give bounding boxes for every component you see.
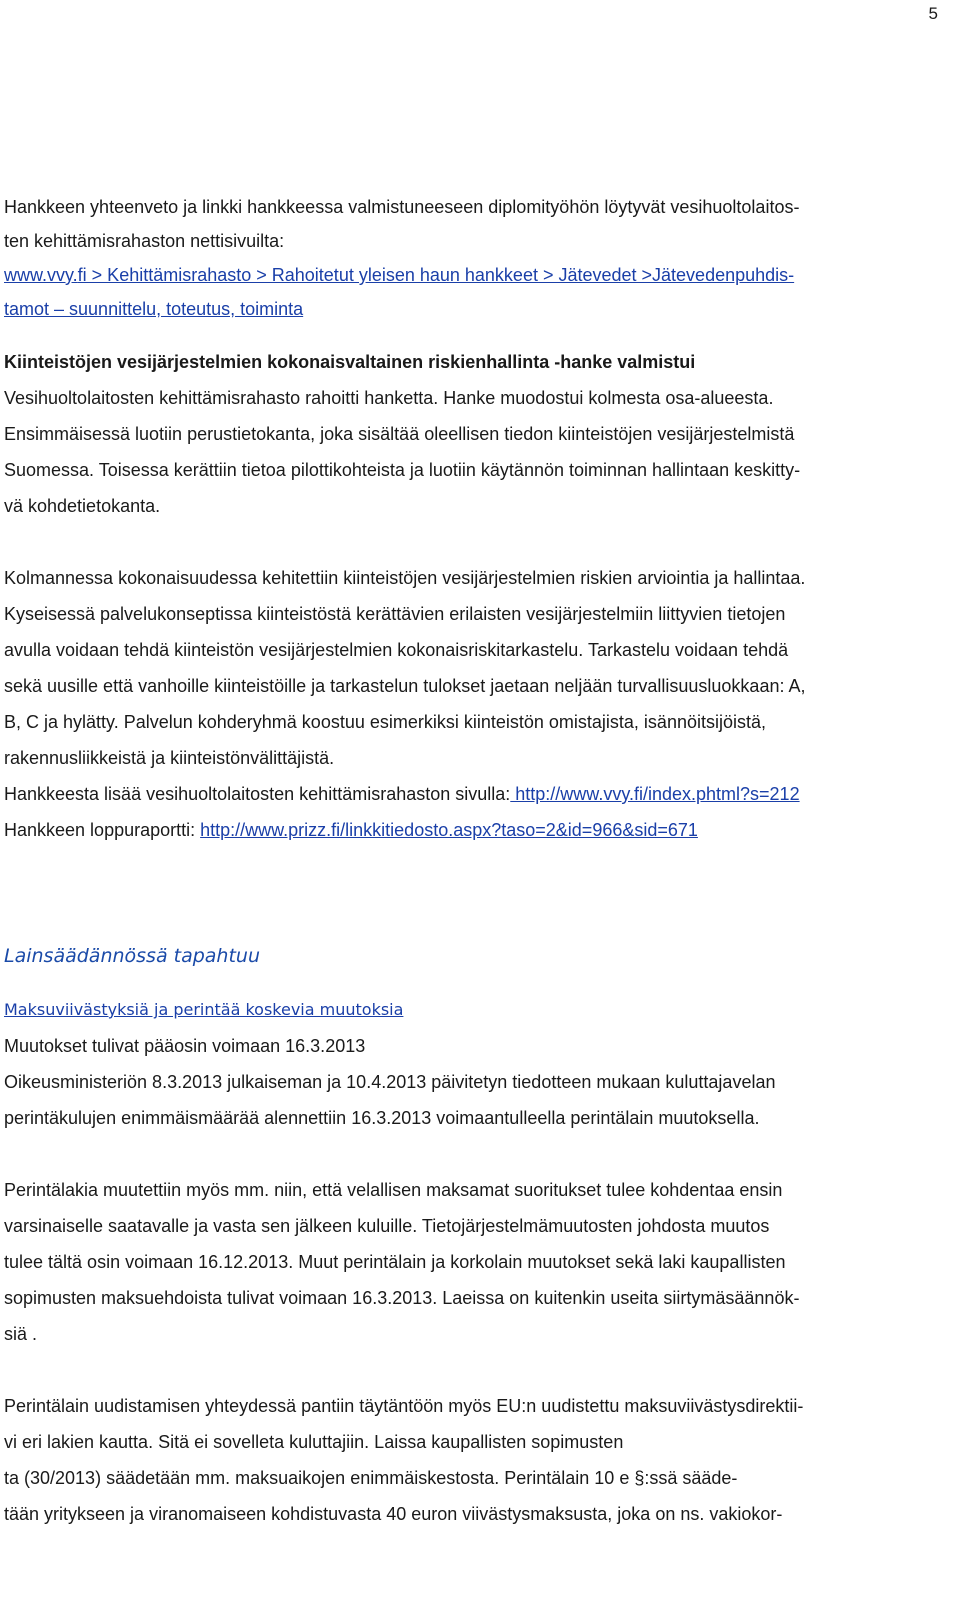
spacer [4, 1136, 936, 1172]
project-more-link[interactable]: http://www.vvy.fi/index.phtml?s=212 [510, 784, 800, 804]
spacer [4, 848, 936, 938]
legislation-para3-line-2: vi eri lakien kautta. Sitä ei sovelleta kuluttajiin. Laissa kaupallisten sopimusten [4, 1432, 624, 1452]
spacer [4, 326, 936, 344]
legislation-para2-line-3: tulee tältä osin voimaan 16.12.2013. Muut perintälain ja korkolain muutokset sekä laki kaupallisten [4, 1252, 786, 1272]
project-report-link[interactable]: http://www.prizz.fi/linkkitiedosto.aspx?taso=2&id=966&sid=671 [200, 820, 698, 840]
intro-link-line-2[interactable] [4, 292, 936, 326]
project-report-line [4, 812, 936, 848]
legislation-para3-line-4: tään yritykseen ja viranomaiseen kohdistuvasta 40 euron viivästysmaksusta, joka on ns. vakiokor- [4, 1504, 783, 1524]
legislation-para3-line-3: ta (30/2013) säädetään mm. maksuaikojen enimmäiskestosta. Perintälain 10 e §:ssä sääde- [4, 1468, 738, 1488]
project-para1-line-3: Suomessa. Toisessa kerättiin tietoa pilottikohteista ja luotiin käytännön toiminnan hallintaan keskitty- [4, 460, 801, 480]
project-para2-line-1: Kolmannessa kokonaisuudessa kehitettiin kiinteistöjen vesijärjestelmien riskien arviointia ja hallintaa. [4, 568, 806, 588]
project-para2-line-2: Kyseisessä palvelukonseptissa kiinteistöstä kerättävien erilaisten vesijärjestelmiin liittyvien tietojen [4, 604, 786, 624]
legislation-subheading: Maksuviivästyksiä ja perintää koskevia muutoksia [4, 1000, 404, 1019]
project-para2-line-4: sekä uusille että vanhoille kiinteistöille ja tarkastelun tulokset jaetaan neljään turvallisuusluokkaan: A, [4, 676, 806, 696]
legislation-para1-line-1: Oikeusministeriön 8.3.2013 julkaiseman ja 10.4.2013 päivitetyn tiedotteen mukaan kuluttajavelan [4, 1072, 776, 1092]
legislation-para1-line-2: perintäkulujen enimmäismäärää alennettiin 16.3.2013 voimaantulleella perintälain muutoksella. [4, 1108, 760, 1128]
project-para2-line-5: B, C ja hylätty. Palvelun kohderyhmä koostuu esimerkiksi kiinteistön omistajista, isännöitsijöistä, [4, 712, 766, 732]
intro-line-1: Hankkeen yhteenveto ja linkki hankkeessa valmistuneeseen diplomityöhön löytyvät vesihuoltolaitos- [4, 197, 800, 217]
spacer [4, 1352, 936, 1388]
intro-link-line-1[interactable] [4, 258, 936, 292]
project-para1-line-1: Vesihuoltolaitosten kehittämisrahasto rahoitti hanketta. Hanke muodostui kolmesta osa-alueesta. [4, 388, 774, 408]
intro-line-2: ten kehittämisrahaston nettisivuilta: [4, 231, 285, 251]
project-more-line [4, 776, 936, 812]
spacer [4, 974, 936, 992]
page-number: 5 [928, 4, 938, 23]
vvy-link-part-b[interactable]: fi > Kehittämisrahasto > Rahoitetut yleisen haun hankkeet > Jätevedet >Jätevedenpuhdis- [77, 265, 795, 285]
legislation-para3-line-1: Perintälain uudistamisen yhteydessä pantiin täytäntöön myös EU:n uudistettu maksuviivästysdirektii- [4, 1396, 804, 1416]
vvy-link-part-c[interactable]: tamot – suunnittelu, toteutus, toiminta [4, 299, 304, 319]
project-para1-line-4: vä kohdetietokanta. [4, 496, 161, 516]
project-title: Kiinteistöjen vesijärjestelmien kokonaisvaltainen riskienhallinta -hanke valmistui [4, 352, 696, 372]
project-para1-line-2: Ensimmäisessä luotiin perustietokanta, joka sisältää oleellisen tiedon kiinteistöjen vesijärjestelmistä [4, 424, 795, 444]
document-body [4, 190, 936, 1532]
project-report-label: Hankkeen loppuraportti: [4, 820, 201, 840]
legislation-para2-line-4: sopimusten maksuehdoista tulivat voimaan 16.3.2013. Laeissa on kuitenkin useita siirtymäsäännök- [4, 1288, 800, 1308]
legislation-para2-line-5: siä . [4, 1324, 38, 1344]
legislation-para2-line-1: Perintälakia muutettiin myös mm. niin, että velallisen maksamat suoritukset tulee kohdentaa ensin [4, 1180, 783, 1200]
project-more-label: Hankkeesta lisää vesihuoltolaitosten kehittämisrahaston sivulla: [4, 784, 511, 804]
legislation-effective: Muutokset tulivat pääosin voimaan 16.3.2013 [4, 1036, 366, 1056]
legislation-heading: Lainsäädännössä tapahtuu [4, 945, 260, 967]
spacer [4, 524, 936, 560]
project-para2-line-6: rakennusliikkeistä ja kiinteistönvälittäjistä. [4, 748, 335, 768]
vvy-link-part-a[interactable]: www.vvy. [4, 265, 78, 285]
legislation-para2-line-2: varsinaiselle saatavalle ja vasta sen jälkeen kuluille. Tietojärjestelmämuutosten johdosta muutos [4, 1216, 770, 1236]
project-para2-line-3: avulla voidaan tehdä kiinteistön vesijärjestelmien kokonaisriskitarkastelu. Tarkastelu voidaan tehdä [4, 640, 789, 660]
